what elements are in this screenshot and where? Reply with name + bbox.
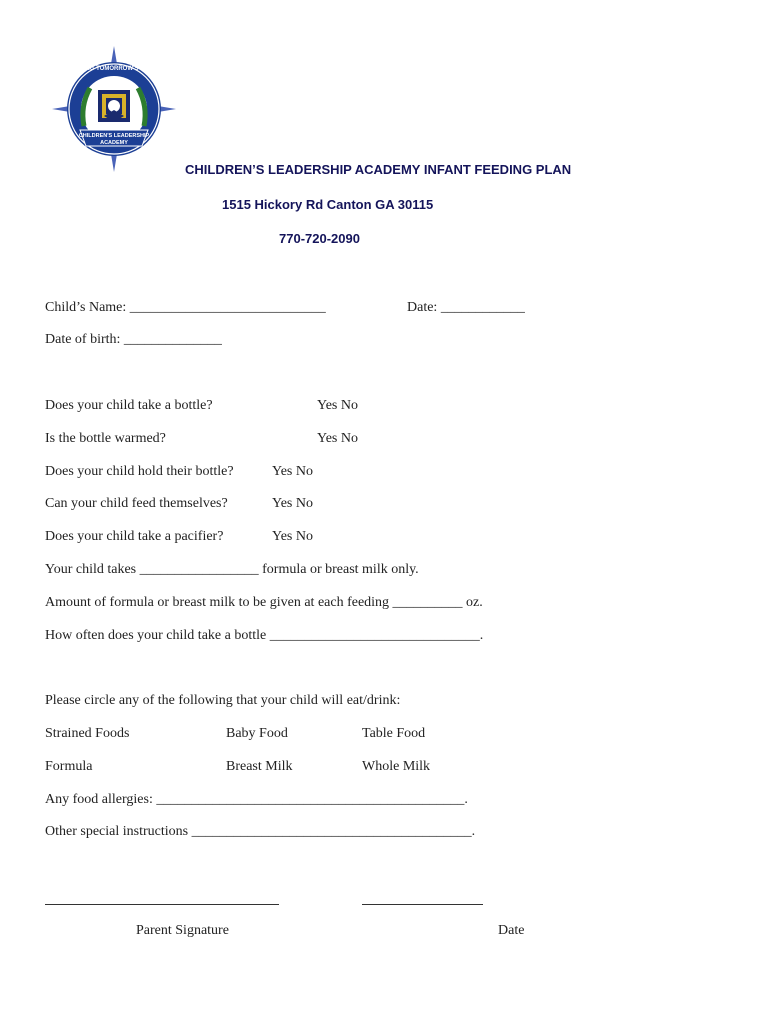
childs-name-field[interactable]: Child’s Name: ____________________________ (45, 300, 326, 315)
food-formula[interactable]: Formula (45, 759, 93, 774)
signature-date-line[interactable] (362, 904, 483, 905)
form-title: CHILDREN’S LEADERSHIP ACADEMY INFANT FEEDING PLAN (185, 162, 572, 177)
parent-signature-label: Parent Signature (136, 923, 229, 938)
foods-prompt: Please circle any of the following that your child will eat/drink: (45, 693, 401, 708)
answer-pacifier[interactable]: Yes No (272, 529, 313, 544)
logo-banner-line1: CHILDREN'S LEADERSHIP (78, 133, 150, 139)
question-feed: Can your child feed themselves? (45, 496, 228, 511)
answer-hold[interactable]: Yes No (272, 464, 313, 479)
address: 1515 Hickory Rd Canton GA 30115 (222, 197, 434, 212)
food-whole-milk[interactable]: Whole Milk (362, 759, 431, 774)
logo-arc-text: PREPARING TOMORROW'S LEADERS (59, 66, 169, 72)
food-breast-milk[interactable]: Breast Milk (226, 759, 293, 774)
frequency-field[interactable]: How often does your child take a bottle ______________________________. (45, 628, 484, 643)
phone: 770-720-2090 (279, 231, 360, 246)
question-bottle: Does your child take a bottle? (45, 398, 213, 413)
answer-feed[interactable]: Yes No (272, 496, 313, 511)
question-hold: Does your child hold their bottle? (45, 464, 234, 479)
instructions-field[interactable]: Other special instructions ________________________________________. (45, 824, 476, 839)
allergies-field[interactable]: Any food allergies: ____________________________________________. (45, 792, 468, 807)
answer-bottle[interactable]: Yes No (317, 398, 358, 413)
formula-type-field[interactable]: Your child takes _________________ formula or breast milk only. (45, 562, 419, 577)
food-strained[interactable]: Strained Foods (45, 726, 130, 741)
question-pacifier: Does your child take a pacifier? (45, 529, 224, 544)
answer-warmed[interactable]: Yes No (317, 431, 358, 446)
academy-logo (52, 46, 176, 172)
dob-field[interactable]: Date of birth: ______________ (45, 332, 222, 347)
logo-banner-line2: ACADEMY (100, 140, 128, 146)
question-warmed: Is the bottle warmed? (45, 431, 166, 446)
amount-field[interactable]: Amount of formula or breast milk to be given at each feeding __________ oz. (45, 595, 483, 610)
date-field[interactable]: Date: ____________ (407, 300, 525, 315)
food-baby[interactable]: Baby Food (226, 726, 288, 741)
parent-signature-line[interactable] (45, 904, 279, 905)
signature-date-label: Date (498, 923, 525, 938)
food-table[interactable]: Table Food (362, 726, 426, 741)
